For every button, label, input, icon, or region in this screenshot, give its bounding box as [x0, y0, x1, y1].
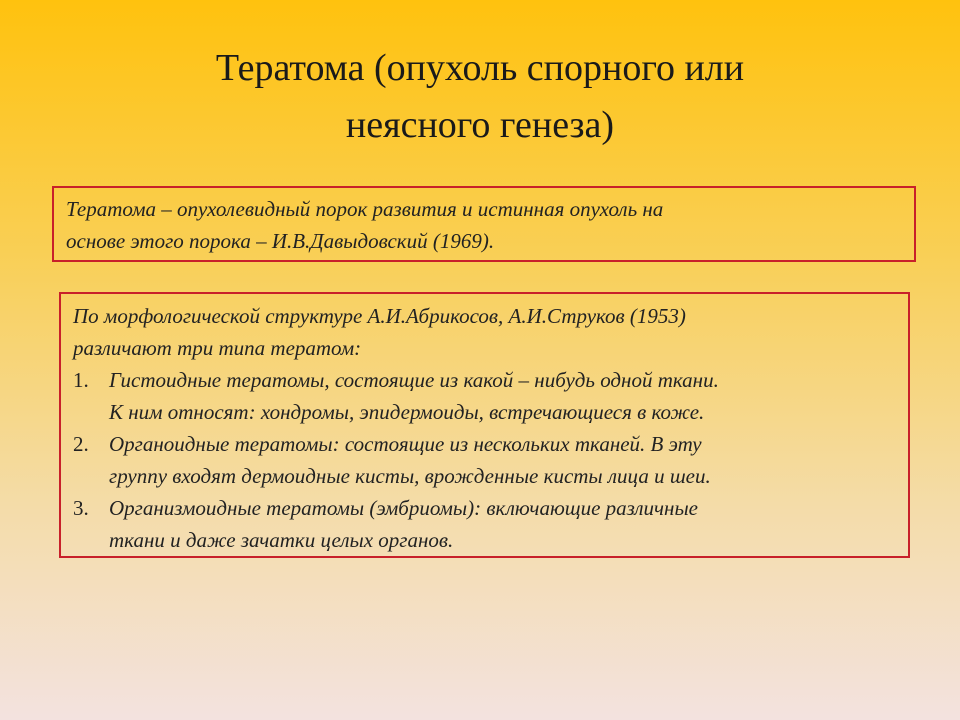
list-item-line-1: Гистоидные тератомы, состоящие из какой – нибудь одной ткани. [109, 368, 719, 392]
list-item-number: 3. [73, 496, 89, 520]
definition-line-1: Тератома – опухолевидный порок развития и истинная опухоль на [66, 197, 664, 221]
list-item-organismoid [73, 492, 896, 556]
classification-intro-line-2: различают три типа тератом: [73, 336, 362, 360]
slide-title-line-1: Тератома (опухоль спорного или [215, 47, 745, 89]
list-item-histoid [73, 364, 896, 428]
list-item-line-1: Организмоидные тератомы (эмбриомы): включающие различные [109, 496, 698, 520]
list-item-number: 2. [73, 432, 89, 456]
slide-title-line-2: неясного генеза) [345, 104, 615, 146]
classification-box [59, 292, 910, 558]
list-item-organoid [73, 428, 896, 492]
list-item-number: 1. [73, 368, 89, 392]
slide-title [80, 40, 880, 154]
teratoma-types-list [73, 364, 896, 556]
list-item-line-2: группу входят дермоидные кисты, врожденные кисты лица и шеи. [109, 464, 711, 488]
definition-box [52, 186, 916, 262]
list-item-line-2: ткани и даже зачатки целых органов. [109, 528, 454, 552]
list-item-line-1: Органоидные тератомы: состоящие из нескольких тканей. В эту [109, 432, 702, 456]
list-item-line-2: К ним относят: хондромы, эпидермоиды, встречающиеся в коже. [109, 400, 705, 424]
definition-line-2: основе этого порока – И.В.Давыдовский (1969). [66, 229, 495, 253]
classification-intro-line-1: По морфологической структуре А.И.Абрикосов, А.И.Струков (1953) [73, 304, 686, 328]
